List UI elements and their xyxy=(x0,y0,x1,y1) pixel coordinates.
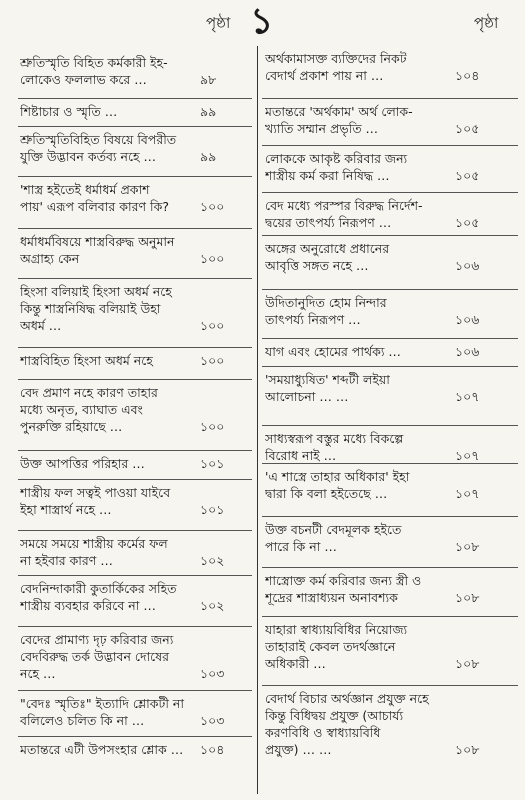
index-entry xyxy=(20,54,260,88)
index-entry xyxy=(20,535,260,569)
entry-text-line: বেদার্থ বিচার অর্থজ্ঞান প্রযুক্ত নহে xyxy=(265,691,429,706)
entry-page-number: ৯৮ xyxy=(200,72,217,87)
entry-page-number: ১০৮ xyxy=(455,742,480,757)
index-entry xyxy=(20,384,260,435)
entry-text-line: পুনরুক্তি রহিয়াছে … xyxy=(20,419,123,434)
entry-separator xyxy=(18,347,252,348)
index-entry xyxy=(265,621,515,672)
entry-page-number: ৯৯ xyxy=(200,104,217,119)
entry-text-line: শাস্ত্রীয় ব্যবহার করিবে না … xyxy=(20,598,156,613)
entry-text-line: খ্যাতি সম্মান প্রভৃতি … xyxy=(265,121,379,136)
entry-separator xyxy=(262,463,518,464)
entry-separator xyxy=(18,228,252,229)
entry-separator xyxy=(262,366,518,367)
entry-separator xyxy=(262,516,518,517)
page-number: ১ xyxy=(250,1,274,42)
index-entry xyxy=(265,50,515,84)
entry-text-line: শিষ্টাচার ও স্মৃতি … xyxy=(20,104,118,119)
entry-separator xyxy=(262,98,518,99)
entry-text-line: শাস্ত্রবিহিত হিংসা অধর্ম নহে xyxy=(20,353,153,368)
entry-text-line: ধর্মাধর্মবিষয়ে শাস্ত্রবিরুদ্ধ অনুমান xyxy=(20,234,175,249)
index-entry xyxy=(20,631,260,682)
page-column-label-right: পৃষ্ঠা xyxy=(474,14,499,32)
entry-separator xyxy=(18,736,252,737)
entry-separator xyxy=(262,616,518,617)
entry-text-line: শাস্ত্রীয় ফল সত্বই পাওয়া যাইবে xyxy=(20,485,171,500)
entry-separator xyxy=(262,289,518,290)
index-entry xyxy=(265,150,515,184)
entry-separator xyxy=(18,626,252,627)
entry-page-number: ১০৮ xyxy=(455,539,480,554)
entry-text-line: অধর্ম … xyxy=(20,318,62,333)
entry-page-number: ১০৩ xyxy=(200,666,225,681)
entry-page-number: ১০৪ xyxy=(455,68,480,83)
entry-page-number: ১০৫ xyxy=(455,121,480,136)
index-entry xyxy=(265,430,515,464)
entry-text-line: উক্ত বচনটী বেদমূলক হইতে xyxy=(265,522,402,537)
entry-text-line: পায়' এরূপ বলিবার কারণ কি? xyxy=(20,199,169,214)
entry-text-line: কিন্তু শাস্ত্রনিষিদ্ধ বলিয়াই উহা xyxy=(20,301,161,316)
index-entry xyxy=(265,240,515,274)
index-entry xyxy=(265,468,515,502)
entry-text-line: অঙ্গের অনুরোধে প্রধানের xyxy=(265,241,390,256)
entry-text-line: অধিকারী … xyxy=(265,656,326,671)
entry-text-line: লোকেও ফললাভ করে … xyxy=(20,72,147,87)
index-entry xyxy=(265,572,515,606)
entry-text-line: "বেদঃ স্মৃতিঃ" ইত্যাদি শ্লোকটী না xyxy=(20,696,184,711)
index-entry xyxy=(20,484,260,518)
entry-text-line: মতান্তরে এটী উপসংহার শ্লোক … xyxy=(20,742,184,757)
entry-separator xyxy=(18,176,252,177)
entry-text-line: মতান্তরে 'অর্থকাম' অর্থ লোক- xyxy=(265,104,413,119)
entry-separator xyxy=(262,235,518,236)
entry-text-line: দ্বয়ের তাৎপর্য্য নিরূপণ … xyxy=(265,215,392,230)
entry-page-number: ১০০ xyxy=(200,199,225,214)
entry-page-number: ১০৩ xyxy=(200,713,225,728)
entry-separator xyxy=(18,575,252,576)
entry-text-line: আবৃত্তি সঙ্গত নহে … xyxy=(265,258,369,273)
entry-separator xyxy=(262,145,518,146)
entry-text-line: যুক্তি উদ্ভাবন কর্তব্য নহে … xyxy=(20,149,157,164)
entry-page-number: ১০৭ xyxy=(455,486,480,501)
entry-separator xyxy=(262,425,518,426)
entry-page-number: ১০২ xyxy=(200,598,225,613)
entry-text-line: ইহা শাস্ত্রার্থ নহে … xyxy=(20,502,112,517)
entry-separator xyxy=(262,192,518,193)
entry-page-number: ১০০ xyxy=(200,419,225,434)
index-entry xyxy=(20,741,260,758)
index-entry xyxy=(20,283,260,334)
entry-text-line: শূদ্রের শাস্ত্রাধ্যয়ন অনাবশ্যক xyxy=(265,590,398,605)
entry-text-line: মধ্যে অনৃত, ব্যাঘাত এবং xyxy=(20,402,143,417)
index-entry xyxy=(20,181,260,215)
entry-page-number: ৯৯ xyxy=(200,149,217,164)
entry-page-number: ১০৭ xyxy=(455,448,480,463)
entry-separator xyxy=(262,338,518,339)
entry-text-line: বেদনিন্দাকারী কুতার্কিকের সহিত xyxy=(20,581,177,596)
entry-text-line: বেদার্থ প্রকাশ পায় না … xyxy=(265,68,384,83)
entry-text-line: কিন্তু বিধিদ্বয় প্রযুক্ত (আচার্য্য xyxy=(265,708,404,723)
entry-text-line: বেদ প্রমাণ নহে কারণ তাহার xyxy=(20,385,158,400)
entry-text-line: বেদবিরুদ্ধ তর্ক উদ্ভাবন দোষের xyxy=(20,649,169,664)
entry-page-number: ১০৬ xyxy=(455,312,480,327)
index-entry xyxy=(265,294,515,328)
entry-text-line: যাগ এবং হোমের পার্থক্য … xyxy=(265,344,401,359)
entry-page-number: ১০৪ xyxy=(200,742,225,757)
index-entry xyxy=(20,352,260,369)
entry-text-line: যাহারা স্বাধ্যায়বিধির নিয়োজ্য xyxy=(265,622,408,637)
entry-text-line: বেদ মধ্যে পরস্পর বিরুদ্ধ নির্দেশ- xyxy=(265,198,423,213)
entry-page-number: ১০৮ xyxy=(455,590,480,605)
entry-text-line: তাহারাই কেবল তদর্থজ্ঞানে xyxy=(265,639,396,654)
entry-page-number: ১০১ xyxy=(200,456,225,471)
entry-text-line: নহে … xyxy=(20,666,56,681)
entry-text-line: উদিতানুদিত হোম নিন্দার xyxy=(265,295,387,310)
index-entry xyxy=(265,690,515,758)
entry-text-line: 'সময়াধ্যুষিত' শব্দটী লইয়া xyxy=(265,372,390,387)
entry-text-line: অর্থকামাসক্ত ব্যক্তিদের নিকট xyxy=(265,51,407,66)
entry-text-line: অগ্রাহ্য কেন xyxy=(20,251,80,266)
entry-text-line: সময়ে সময়ে শাস্ত্রীয় কর্মের ফল xyxy=(20,536,168,551)
entry-text-line: আলোচনা … … xyxy=(265,389,349,404)
index-entry xyxy=(20,580,260,614)
entry-separator xyxy=(18,530,252,531)
entry-text-line: না হইবার কারণ … xyxy=(20,553,113,568)
entry-text-line: করণবিধি ও স্বাধ্যায়বিধি xyxy=(265,725,381,740)
entry-separator xyxy=(18,278,252,279)
entry-text-line: শাস্ত্রীয় কর্ম করা নিষিদ্ধ … xyxy=(265,168,390,183)
entry-separator xyxy=(262,567,518,568)
entry-text-line: হিংসা বলিয়াই হিংসা অধর্ম নহে xyxy=(20,284,172,299)
entry-page-number: ১০০ xyxy=(200,353,225,368)
entry-text-line: শ্রুতিস্মৃতিবিহিত বিষয়ে বিপরীত xyxy=(20,132,177,147)
entry-text-line: দ্বারা কি বলা হইতেছে … xyxy=(265,486,388,501)
index-entry xyxy=(20,455,260,472)
index-entry xyxy=(265,343,515,360)
entry-text-line: বিরোধ নাই … xyxy=(265,448,337,463)
entry-text-line: উক্ত আপত্তির পরিহার … xyxy=(20,456,145,471)
index-entry xyxy=(20,233,260,267)
entry-separator xyxy=(18,479,252,480)
entry-page-number: ১০৮ xyxy=(455,656,480,671)
entry-page-number: ১০০ xyxy=(200,318,225,333)
entry-separator xyxy=(18,690,252,691)
entry-separator xyxy=(18,98,252,99)
entry-text-line: বেদের প্রামাণ্য দৃঢ় করিবার জন্য xyxy=(20,632,174,647)
index-entry xyxy=(265,103,515,137)
entry-text-line: প্রযুক্ত) … … xyxy=(265,742,332,757)
entry-text-line: শ্রুতিস্মৃতি বিহিত কর্মকারী ইহ- xyxy=(20,55,168,70)
entry-text-line: শাস্ত্রোক্ত কর্ম করিবার জন্য স্ত্রী ও xyxy=(265,573,422,588)
entry-page-number: ১০৫ xyxy=(455,215,480,230)
entry-page-number: ১০৬ xyxy=(455,344,480,359)
entry-page-number: ১০০ xyxy=(200,251,225,266)
page-column-label-left: পৃষ্ঠা xyxy=(206,14,231,32)
index-entry xyxy=(20,103,260,120)
entry-page-number: ১০৬ xyxy=(455,258,480,273)
entry-separator xyxy=(18,126,252,127)
index-entry xyxy=(265,197,515,231)
entry-page-number: ১০১ xyxy=(200,502,225,517)
entry-text-line: সাধ্যস্বরূপ বস্তুর মধ্যে বিকল্পে xyxy=(265,431,404,446)
entry-separator xyxy=(18,450,252,451)
index-entry xyxy=(20,695,260,729)
entry-text-line: লোককে আকৃষ্ট করিবার জন্য xyxy=(265,151,408,166)
index-entry xyxy=(20,131,260,165)
entry-page-number: ১০৫ xyxy=(455,168,480,183)
entry-page-number: ১০২ xyxy=(200,553,225,568)
entry-page-number: ১০৭ xyxy=(455,389,480,404)
entry-text-line: তাৎপর্য্য নিরূপণ … xyxy=(265,312,361,327)
entry-text-line: 'শাস্ত্র হইতেই ধর্মাধর্ম প্রকাশ xyxy=(20,182,150,197)
entry-text-line: বলিলেও চলিত কি না … xyxy=(20,713,145,728)
index-entry xyxy=(265,521,515,555)
entry-separator xyxy=(18,379,252,380)
entry-text-line: পারে কি না … xyxy=(265,539,337,554)
entry-text-line: 'এ শাস্ত্রে তাহার অধিকার' ইহা xyxy=(265,469,410,484)
index-entry xyxy=(265,371,515,405)
entry-separator xyxy=(262,685,518,686)
